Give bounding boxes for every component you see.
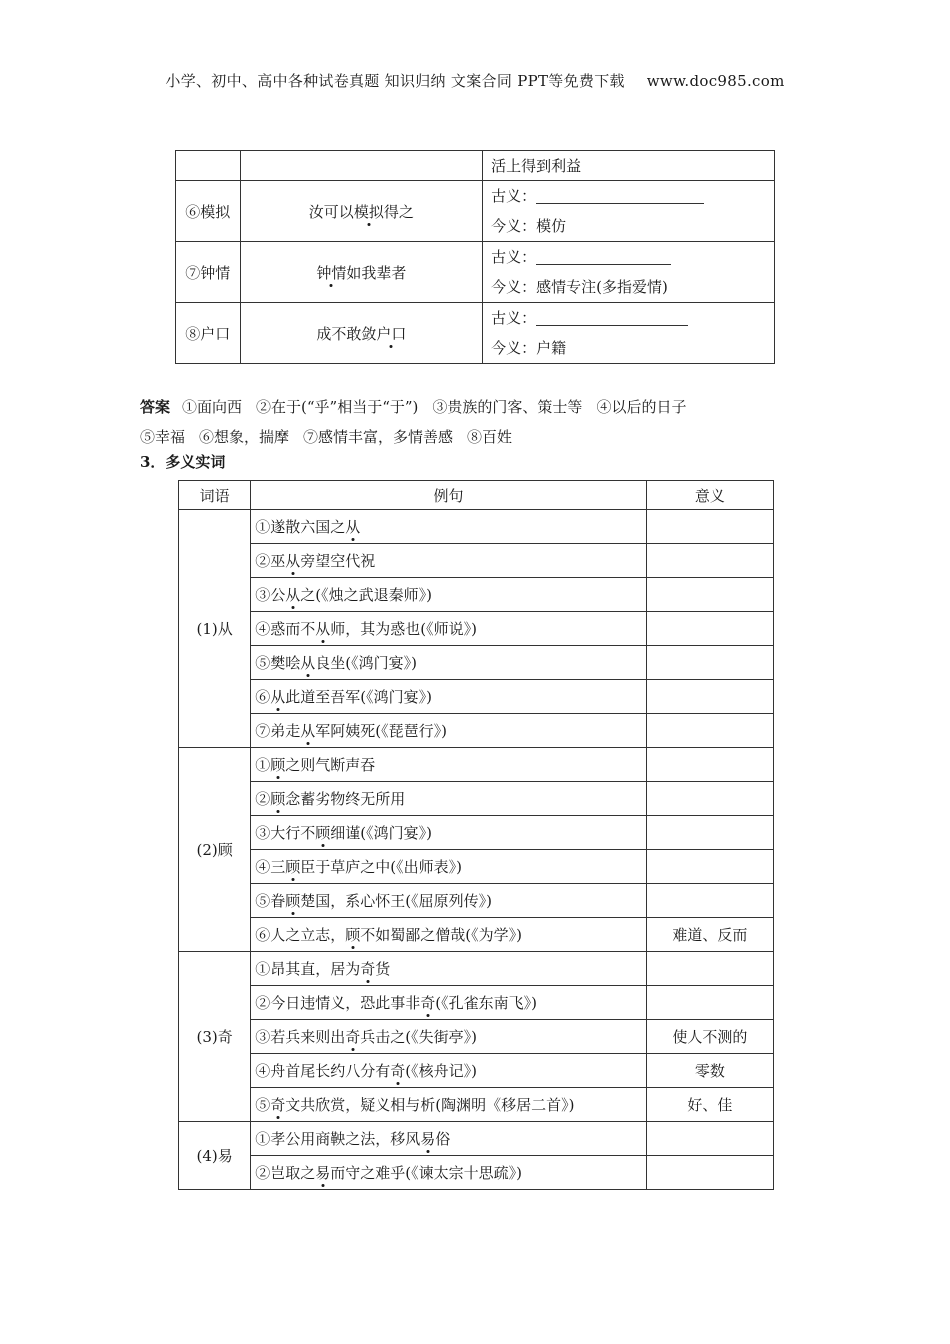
example-text: ⑤ xyxy=(255,1096,271,1114)
meaning-cell[interactable] xyxy=(646,850,773,884)
polysemy-table xyxy=(178,480,774,1190)
example-cell xyxy=(251,1156,647,1190)
example-text: (《孔雀东南飞》) xyxy=(435,994,537,1012)
meaning-cell[interactable] xyxy=(646,646,773,680)
modern-meaning: 今义：感情专注(多指爱情) xyxy=(491,278,668,296)
answer-blank[interactable] xyxy=(536,186,704,204)
example-text: 念蓄劣物终无所用 xyxy=(285,790,406,808)
example-text: 成不敢敛 xyxy=(316,324,377,343)
example-text: ②今日违情义，恐此事非 xyxy=(255,994,421,1012)
answer-label: 答案 xyxy=(140,398,171,416)
example-text: 俗 xyxy=(435,1130,451,1148)
word-cell: ⑥模拟 xyxy=(176,181,241,242)
example-cell xyxy=(251,612,647,646)
example-text: 不如蜀鄙之僧哉(《为学》) xyxy=(360,926,522,944)
meaning-cell: 难道、反而 xyxy=(646,918,773,952)
answer-item: ⑤幸福 xyxy=(140,428,186,446)
emphasized-word: 奇 xyxy=(270,1096,286,1114)
word-cell xyxy=(176,151,241,181)
word-cell: ⑧户口 xyxy=(176,303,241,364)
example-text: 良坐(《鸿门宴》) xyxy=(315,654,417,672)
word-cell: (2)顾 xyxy=(179,748,251,952)
example-text: ⑤樊哙 xyxy=(255,654,301,672)
meaning-cell[interactable] xyxy=(646,1122,773,1156)
answer-item: ④以后的日子 xyxy=(596,398,687,416)
example-text: ④舟首尾长约八分有 xyxy=(255,1062,391,1080)
example-text: 细谨(《鸿门宴》) xyxy=(330,824,432,842)
section-title: 3．多义实词 xyxy=(140,453,226,471)
example-text: ④惑而不 xyxy=(255,620,316,638)
emphasized-word: 奇 xyxy=(390,1062,406,1080)
table-row xyxy=(179,1122,774,1156)
table-row xyxy=(176,242,775,303)
example-cell xyxy=(251,884,647,918)
header-meaning: 意义 xyxy=(646,481,773,510)
table-row xyxy=(179,918,774,952)
emphasized-word: 易 xyxy=(315,1164,331,1182)
table-row xyxy=(179,850,774,884)
word-cell: (3)奇 xyxy=(179,952,251,1122)
example-cell xyxy=(251,1122,647,1156)
emphasized-word: 从 xyxy=(285,586,301,604)
meaning-cell[interactable] xyxy=(646,884,773,918)
table-row xyxy=(179,782,774,816)
example-text: 得之 xyxy=(383,202,414,221)
example-text: 此道至吾军(《鸿门宴》) xyxy=(285,688,432,706)
emphasized-word: 顾 xyxy=(270,756,286,774)
table-header-row xyxy=(179,481,774,510)
example-cell xyxy=(240,151,483,181)
emphasized-word: 从 xyxy=(345,518,361,536)
example-cell xyxy=(251,680,647,714)
meaning-cell[interactable] xyxy=(646,782,773,816)
emphasized-word: 顾 xyxy=(270,790,286,808)
emphasized-word: 顾 xyxy=(285,858,301,876)
modern-meaning: 今义：户籍 xyxy=(491,339,567,357)
word-cell: ⑦钟情 xyxy=(176,242,241,303)
answer-blank[interactable] xyxy=(536,247,671,265)
emphasized-word: 从 xyxy=(300,722,316,740)
meaning-cell[interactable] xyxy=(646,816,773,850)
example-text: ⑦弟走 xyxy=(255,722,301,740)
table-row xyxy=(179,612,774,646)
table-row xyxy=(179,748,774,782)
header-word: 词语 xyxy=(179,481,251,510)
example-text: ④三 xyxy=(255,858,286,876)
table-row xyxy=(176,181,775,242)
example-cell xyxy=(251,714,647,748)
example-cell xyxy=(251,1088,647,1122)
emphasized-word: 奇 xyxy=(420,994,436,1012)
emphasized-word: 从 xyxy=(285,552,301,570)
meaning-cell xyxy=(483,303,775,364)
example-cell xyxy=(251,510,647,544)
example-text: 汝可以 xyxy=(308,202,354,221)
table-row xyxy=(179,952,774,986)
meaning-cell[interactable] xyxy=(646,986,773,1020)
meaning-cell xyxy=(483,151,775,181)
meaning-cell: 零数 xyxy=(646,1054,773,1088)
emphasized-word: 奇 xyxy=(360,960,376,978)
meaning-cell[interactable] xyxy=(646,714,773,748)
answer-item: ①面向西 xyxy=(182,398,243,416)
example-text: ①昂其直，居为 xyxy=(255,960,361,978)
example-text: ①遂散六国之 xyxy=(255,518,346,536)
meaning-cell[interactable] xyxy=(646,748,773,782)
example-cell xyxy=(251,850,647,884)
answer-item: ⑦感情丰富，多情善感 xyxy=(303,428,454,446)
word-cell: (4)易 xyxy=(179,1122,251,1190)
example-cell xyxy=(251,952,647,986)
meaning-cell[interactable] xyxy=(646,680,773,714)
example-text: ③若兵来则出 xyxy=(255,1028,346,1046)
example-cell xyxy=(251,544,647,578)
answer-item: ⑧百姓 xyxy=(467,428,513,446)
table-row xyxy=(179,1020,774,1054)
example-text: 而守之难乎(《谏太宗十思疏》) xyxy=(330,1164,522,1182)
emphasized-word: 顾 xyxy=(315,824,331,842)
meaning-cell[interactable] xyxy=(646,510,773,544)
table-row xyxy=(179,1054,774,1088)
emphasized-word: 模拟 xyxy=(353,202,384,221)
table-row xyxy=(176,151,775,181)
meaning-cell[interactable] xyxy=(646,612,773,646)
emphasized-word: 易 xyxy=(420,1130,436,1148)
example-cell xyxy=(251,1020,647,1054)
emphasized-word: 顾 xyxy=(285,892,301,910)
vocab-table-continued xyxy=(175,150,775,364)
emphasized-word: 奇 xyxy=(345,1028,361,1046)
example-text: 货 xyxy=(375,960,391,978)
meaning-cell xyxy=(483,181,775,242)
meaning-cell[interactable] xyxy=(646,578,773,612)
example-text: 文共欣赏，疑义相与析(陶渊明《移居二首》) xyxy=(285,1096,575,1114)
example-text: ③大行不 xyxy=(255,824,316,842)
example-cell xyxy=(251,816,647,850)
table-row xyxy=(179,680,774,714)
modern-meaning: 今义：模仿 xyxy=(491,217,567,235)
table-row xyxy=(179,1088,774,1122)
example-text: 兵击之(《失街亭》) xyxy=(360,1028,477,1046)
example-text: ②巫 xyxy=(255,552,286,570)
emphasized-word: 顾 xyxy=(345,926,361,944)
example-text: ⑥人之立志， xyxy=(255,926,346,944)
meaning-cell[interactable] xyxy=(646,1156,773,1190)
header-example: 例句 xyxy=(251,481,647,510)
example-text: 之则气断声吞 xyxy=(285,756,376,774)
example-text: 旁望空代祝 xyxy=(300,552,376,570)
answer-item: ⑥想象，揣摩 xyxy=(199,428,290,446)
example-text: 如我辈者 xyxy=(346,263,407,282)
table-row xyxy=(176,303,775,364)
example-text: ② xyxy=(255,790,271,808)
meaning-cell xyxy=(483,242,775,303)
example-cell xyxy=(240,181,483,242)
table-row xyxy=(179,510,774,544)
example-cell xyxy=(240,242,483,303)
example-text: ③公 xyxy=(255,586,286,604)
ancient-meaning-label: 古义： xyxy=(491,248,537,266)
meaning-cell[interactable] xyxy=(646,952,773,986)
example-text: ②岂取之 xyxy=(255,1164,316,1182)
example-text: ⑤眷 xyxy=(255,892,286,910)
example-cell xyxy=(251,918,647,952)
example-text: 军阿姨死(《琵琶行》) xyxy=(315,722,447,740)
emphasized-word: 钟情 xyxy=(316,263,347,282)
header-text: 小学、初中、高中各种试卷真题 知识归纳 文案合同 PPT等免费下载 xyxy=(165,72,625,90)
meaning-cell: 使人不测的 xyxy=(646,1020,773,1054)
word-cell: (1)从 xyxy=(179,510,251,748)
emphasized-word: 从 xyxy=(270,688,286,706)
emphasized-word: 从 xyxy=(300,654,316,672)
answer-item: ②在于(“乎”相当于“于”) xyxy=(256,398,419,416)
example-text: (《核舟记》) xyxy=(405,1062,477,1080)
table-row xyxy=(179,1156,774,1190)
example-cell xyxy=(251,1054,647,1088)
table-row xyxy=(179,816,774,850)
emphasis-dots xyxy=(354,203,384,221)
meaning-continued: 活上得到利益 xyxy=(491,157,582,175)
example-cell xyxy=(251,646,647,680)
example-text: 之(《烛之武退秦师》) xyxy=(300,586,432,604)
example-text: ①孝公用商鞅之法，移风 xyxy=(255,1130,421,1148)
table-row xyxy=(179,986,774,1020)
table-row xyxy=(179,544,774,578)
example-cell xyxy=(251,986,647,1020)
answer-item: ③贵族的门客、策士等 xyxy=(432,398,583,416)
answer-blank[interactable] xyxy=(536,308,688,326)
table-row xyxy=(179,646,774,680)
emphasized-word: 户口 xyxy=(376,324,407,343)
example-text: 师，其为惑也(《师说》) xyxy=(330,620,477,638)
example-text: ① xyxy=(255,756,271,774)
header-url[interactable]: www.doc985.com xyxy=(646,72,785,90)
table-row xyxy=(179,578,774,612)
meaning-cell: 好、佳 xyxy=(646,1088,773,1122)
example-text: 楚国，系心怀王(《屈原列传》) xyxy=(300,892,492,910)
example-text: 臣于草庐之中(《出师表》) xyxy=(300,858,462,876)
emphasized-word: 从 xyxy=(315,620,331,638)
meaning-cell[interactable] xyxy=(646,544,773,578)
table-row xyxy=(179,714,774,748)
table-row xyxy=(179,884,774,918)
page-header xyxy=(0,70,950,91)
ancient-meaning-label: 古义： xyxy=(491,187,537,205)
example-text: ⑥ xyxy=(255,688,271,706)
answer-block xyxy=(140,392,820,452)
example-cell xyxy=(251,748,647,782)
example-cell xyxy=(240,303,483,364)
example-cell xyxy=(251,578,647,612)
ancient-meaning-label: 古义： xyxy=(491,309,537,327)
example-cell xyxy=(251,782,647,816)
